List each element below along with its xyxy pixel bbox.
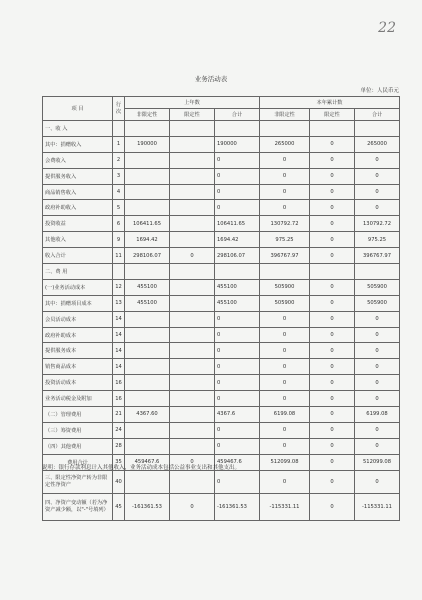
currency-unit-label: 单位：人民币元 <box>360 88 399 94</box>
table-cell-c: 0 <box>215 422 260 438</box>
table-cell-no: 5 <box>113 200 125 216</box>
table-cell-f: 0 <box>355 327 400 343</box>
table-cell-e: 0 <box>310 248 355 264</box>
table-row <box>43 216 400 232</box>
table-row <box>43 407 400 423</box>
table-cell-a: 455100 <box>125 279 170 295</box>
table-row <box>43 311 400 327</box>
table-cell-c: 298106.07 <box>215 248 260 264</box>
table-cell-e: 0 <box>310 216 355 232</box>
table-cell-d: 0 <box>260 470 310 493</box>
table-cell-a: 298106.07 <box>125 248 170 264</box>
table-cell-b: 0 <box>170 493 215 520</box>
table-cell-a <box>125 359 170 375</box>
table-cell-label: 投资活动成本 <box>43 375 113 391</box>
header-last-restricted: 限定性 <box>170 109 215 121</box>
table-cell-e: 0 <box>310 375 355 391</box>
table-body <box>43 121 400 521</box>
table-cell-e: 0 <box>310 295 355 311</box>
table-cell-a: -161361.53 <box>125 493 170 520</box>
header-last-total: 合计 <box>215 109 260 121</box>
table-cell-d: 0 <box>260 168 310 184</box>
table-cell-label: 收入合计 <box>43 248 113 264</box>
table-cell-label: (一)业务活动成本 <box>43 279 113 295</box>
table-cell-a <box>125 311 170 327</box>
table-cell-a <box>125 422 170 438</box>
table-cell-f: 0 <box>355 391 400 407</box>
table-cell-c: -161361.53 <box>215 493 260 520</box>
table-cell-e: 0 <box>310 327 355 343</box>
table-cell-c: 0 <box>215 327 260 343</box>
table-cell-c: 0 <box>215 470 260 493</box>
table-cell-no: 2 <box>113 152 125 168</box>
table-cell-d: 0 <box>260 152 310 168</box>
table-row <box>43 327 400 343</box>
table-cell-label: 政府补助成本 <box>43 327 113 343</box>
table-cell-e: 0 <box>310 454 355 470</box>
header-this-year: 本年累计数 <box>260 97 400 109</box>
table-cell-label: 投资收益 <box>43 216 113 232</box>
table-cell-no: 3 <box>113 168 125 184</box>
table-cell-c: 0 <box>215 200 260 216</box>
table-cell-d <box>260 121 310 137</box>
table-row <box>43 152 400 168</box>
table-cell-f: 265000 <box>355 136 400 152</box>
table-row <box>43 470 400 493</box>
table-cell-d: 512099.08 <box>260 454 310 470</box>
table-cell-c: 455100 <box>215 295 260 311</box>
handwritten-page-mark: 22 <box>378 20 396 36</box>
table-cell-e <box>310 264 355 280</box>
table-cell-f: 396767.97 <box>355 248 400 264</box>
table-row <box>43 493 400 520</box>
table-cell-e: 0 <box>310 279 355 295</box>
table-cell-b <box>170 264 215 280</box>
table-cell-d: 0 <box>260 438 310 454</box>
table-cell-c: 0 <box>215 184 260 200</box>
table-cell-d: 396767.97 <box>260 248 310 264</box>
table-cell-c: 0 <box>215 375 260 391</box>
table-row <box>43 422 400 438</box>
table-cell-f: 975.25 <box>355 232 400 248</box>
table-cell-label: 会费收入 <box>43 152 113 168</box>
table-cell-b: 0 <box>170 454 215 470</box>
table-cell-e: 0 <box>310 168 355 184</box>
table-row <box>43 136 400 152</box>
table-cell-label: 一、收 入 <box>43 121 113 137</box>
table-cell-no: 6 <box>113 216 125 232</box>
table-cell-c: 106411.65 <box>215 216 260 232</box>
table-cell-a <box>125 470 170 493</box>
table-cell-e: 0 <box>310 152 355 168</box>
table-row <box>43 121 400 137</box>
table-cell-label: 三、限定性净资产转为非限定性净资产 <box>43 470 113 493</box>
table-cell-b <box>170 121 215 137</box>
table-cell-a: 459467.6 <box>125 454 170 470</box>
table-cell-no <box>113 121 125 137</box>
table-cell-e: 0 <box>310 311 355 327</box>
table-cell-b <box>170 407 215 423</box>
table-cell-b <box>170 184 215 200</box>
table-cell-d: 975.25 <box>260 232 310 248</box>
table-row <box>43 200 400 216</box>
table-cell-f: 0 <box>355 152 400 168</box>
table-cell-label: （三）筹资费用 <box>43 422 113 438</box>
table-cell-label: 其他收入 <box>43 232 113 248</box>
table-cell-label: 提供服务成本 <box>43 343 113 359</box>
table-row <box>43 343 400 359</box>
document-title: 业务活动表 <box>194 75 228 83</box>
table-cell-b <box>170 470 215 493</box>
table-cell-f: 0 <box>355 200 400 216</box>
table-cell-d: 0 <box>260 311 310 327</box>
table-cell-b <box>170 391 215 407</box>
table-cell-c: 190000 <box>215 136 260 152</box>
table-cell-b <box>170 311 215 327</box>
table-cell-a <box>125 375 170 391</box>
table-cell-no: 16 <box>113 375 125 391</box>
table-cell-no: 14 <box>113 343 125 359</box>
table-cell-f: -115331.11 <box>355 493 400 520</box>
table-cell-b <box>170 375 215 391</box>
table-row <box>43 168 400 184</box>
table-cell-d: 505900 <box>260 295 310 311</box>
table-cell-f <box>355 121 400 137</box>
table-cell-f: 130792.72 <box>355 216 400 232</box>
table-cell-d: 0 <box>260 200 310 216</box>
table-cell-f <box>355 264 400 280</box>
header-last-year: 上年数 <box>125 97 260 109</box>
header-row-1 <box>43 97 400 109</box>
table-cell-f: 505900 <box>355 295 400 311</box>
table-cell-c: 1694.42 <box>215 232 260 248</box>
table-cell-no: 13 <box>113 295 125 311</box>
table-cell-e <box>310 121 355 137</box>
table-cell-d: 0 <box>260 327 310 343</box>
table-cell-a <box>125 264 170 280</box>
table-cell-a: 106411.65 <box>125 216 170 232</box>
table-cell-c: 0 <box>215 391 260 407</box>
table-cell-a <box>125 438 170 454</box>
header-this-restricted: 限定性 <box>310 109 355 121</box>
table-cell-c: 0 <box>215 311 260 327</box>
header-row-number: 行次 <box>113 97 125 121</box>
table-cell-no: 40 <box>113 470 125 493</box>
table-cell-b <box>170 359 215 375</box>
table-cell-b <box>170 200 215 216</box>
table-cell-f: 505900 <box>355 279 400 295</box>
table-row <box>43 232 400 248</box>
table-row <box>43 279 400 295</box>
table-cell-c: 0 <box>215 359 260 375</box>
table-cell-f: 0 <box>355 375 400 391</box>
table-cell-no: 28 <box>113 438 125 454</box>
table-cell-no: 14 <box>113 311 125 327</box>
table-cell-b <box>170 327 215 343</box>
table-row <box>43 264 400 280</box>
table-cell-d: 265000 <box>260 136 310 152</box>
table-cell-b <box>170 343 215 359</box>
table-cell-b: 0 <box>170 248 215 264</box>
table-cell-f: 0 <box>355 422 400 438</box>
table-cell-label: （二）管理费用 <box>43 407 113 423</box>
table-cell-no: 35 <box>113 454 125 470</box>
table-cell-a <box>125 200 170 216</box>
table-row <box>43 295 400 311</box>
table-cell-label: 销售商品成本 <box>43 359 113 375</box>
table-cell-c: 0 <box>215 438 260 454</box>
table-cell-a: 455100 <box>125 295 170 311</box>
table-cell-label: 其中：捐赠项目成本 <box>43 295 113 311</box>
table-cell-f: 0 <box>355 359 400 375</box>
header-last-unrestricted: 非限定性 <box>125 109 170 121</box>
table-cell-d: 0 <box>260 359 310 375</box>
table-cell-label: 其中：捐赠收入 <box>43 136 113 152</box>
table-cell-label: 费用合计 <box>43 454 113 470</box>
table-cell-b <box>170 232 215 248</box>
table-cell-no: 24 <box>113 422 125 438</box>
table-cell-c: 0 <box>215 168 260 184</box>
table-cell-b <box>170 216 215 232</box>
table-cell-a <box>125 327 170 343</box>
table-cell-label: 四、净资产变动额（若为净资产减少额，以"-"号填列） <box>43 493 113 520</box>
table-cell-c: 459467.6 <box>215 454 260 470</box>
table-cell-d: 130792.72 <box>260 216 310 232</box>
table-cell-label: 商品销售收入 <box>43 184 113 200</box>
table-cell-c <box>215 264 260 280</box>
table-cell-e: 0 <box>310 422 355 438</box>
table-cell-f: 0 <box>355 343 400 359</box>
table-cell-d: 6199.08 <box>260 407 310 423</box>
table-cell-no: 16 <box>113 391 125 407</box>
table-cell-no: 9 <box>113 232 125 248</box>
table-cell-e: 0 <box>310 232 355 248</box>
table-cell-f: 6199.08 <box>355 407 400 423</box>
table-cell-no: 4 <box>113 184 125 200</box>
table-cell-e: 0 <box>310 184 355 200</box>
table-cell-e: 0 <box>310 438 355 454</box>
table-cell-d: 0 <box>260 375 310 391</box>
table-cell-c: 0 <box>215 152 260 168</box>
table-cell-a <box>125 391 170 407</box>
header-this-unrestricted: 非限定性 <box>260 109 310 121</box>
table-cell-no <box>113 264 125 280</box>
table-cell-d <box>260 264 310 280</box>
table-cell-e: 0 <box>310 493 355 520</box>
table-cell-label: 政府补助收入 <box>43 200 113 216</box>
table-cell-no: 12 <box>113 279 125 295</box>
table-cell-e: 0 <box>310 359 355 375</box>
table-cell-c: 0 <box>215 343 260 359</box>
table-row <box>43 184 400 200</box>
header-item: 项 目 <box>43 97 113 121</box>
table-cell-label: 会员活动成本 <box>43 311 113 327</box>
table-cell-a: 1694.42 <box>125 232 170 248</box>
table-cell-b <box>170 279 215 295</box>
table-cell-d: -115331.11 <box>260 493 310 520</box>
table-cell-c: 4367.6 <box>215 407 260 423</box>
table-cell-c: 455100 <box>215 279 260 295</box>
table-cell-b <box>170 422 215 438</box>
business-activity-table <box>42 96 400 521</box>
header-this-total: 合计 <box>355 109 400 121</box>
table-cell-f: 0 <box>355 311 400 327</box>
table-cell-c <box>215 121 260 137</box>
table-cell-label: 业务活动税金及附加 <box>43 391 113 407</box>
table-cell-e: 0 <box>310 136 355 152</box>
table-cell-label: （四）其他费用 <box>43 438 113 454</box>
table-row <box>43 438 400 454</box>
table-cell-b <box>170 295 215 311</box>
table-cell-no: 14 <box>113 327 125 343</box>
table-cell-a: 4367.60 <box>125 407 170 423</box>
table-cell-b <box>170 152 215 168</box>
footnote: 说明：银行存款利息计入其他收入，业务活动成本包括公益事业支出和其他支出。 <box>42 465 241 471</box>
table-cell-a <box>125 152 170 168</box>
table-row <box>43 391 400 407</box>
table-cell-e: 0 <box>310 391 355 407</box>
table-cell-a: 190000 <box>125 136 170 152</box>
table-cell-a <box>125 184 170 200</box>
table-row <box>43 359 400 375</box>
table-row <box>43 375 400 391</box>
table-cell-b <box>170 438 215 454</box>
table-cell-e: 0 <box>310 407 355 423</box>
table-cell-label: 提供服务收入 <box>43 168 113 184</box>
table-cell-b <box>170 168 215 184</box>
table-cell-b <box>170 136 215 152</box>
table-cell-f: 512099.08 <box>355 454 400 470</box>
table-cell-no: 11 <box>113 248 125 264</box>
table-cell-f: 0 <box>355 184 400 200</box>
table-cell-no: 21 <box>113 407 125 423</box>
table-cell-f: 0 <box>355 168 400 184</box>
table-cell-a <box>125 343 170 359</box>
table-cell-no: 1 <box>113 136 125 152</box>
table-cell-e: 0 <box>310 343 355 359</box>
table-cell-no: 45 <box>113 493 125 520</box>
table-cell-e: 0 <box>310 200 355 216</box>
table-cell-f: 0 <box>355 470 400 493</box>
table-cell-d: 505900 <box>260 279 310 295</box>
table-cell-no: 14 <box>113 359 125 375</box>
table-cell-label: 二、费 用 <box>43 264 113 280</box>
table-cell-d: 0 <box>260 343 310 359</box>
table-cell-d: 0 <box>260 391 310 407</box>
table-cell-f: 0 <box>355 438 400 454</box>
table-cell-a <box>125 168 170 184</box>
table-cell-d: 0 <box>260 422 310 438</box>
table-cell-a <box>125 121 170 137</box>
table-cell-e: 0 <box>310 470 355 493</box>
table-row <box>43 248 400 264</box>
table-cell-d: 0 <box>260 184 310 200</box>
